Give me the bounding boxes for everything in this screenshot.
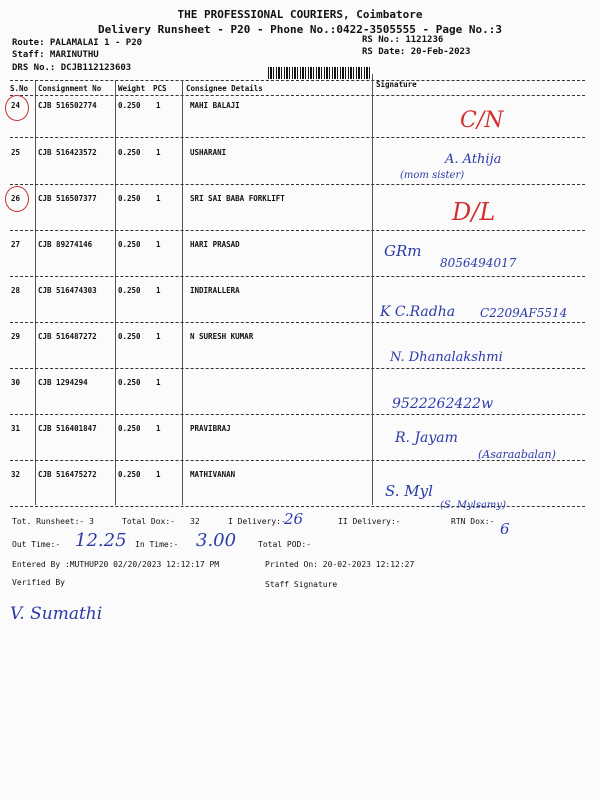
row-weight: 0.250 xyxy=(118,378,141,387)
col-weight: Weight xyxy=(118,84,146,93)
row-consignment: CJB 516487272 xyxy=(38,332,97,341)
divider xyxy=(10,80,585,81)
col-pcs: PCS xyxy=(153,84,167,93)
column-line xyxy=(35,80,36,505)
row-sno: 30 xyxy=(11,378,21,387)
col-consignment: Consignment No xyxy=(38,84,102,93)
drs-number: DRS No.: DCJB112123603 xyxy=(12,63,132,73)
handwritten-phone: 9522262422w xyxy=(392,396,494,412)
row-weight: 0.250 xyxy=(118,470,141,479)
handwritten-out-time: 12.25 xyxy=(75,530,127,551)
verified-by-label: Verified By xyxy=(12,578,65,587)
rtn-dox-label: RTN Dox:- xyxy=(451,517,495,526)
col-signature: Signature xyxy=(376,80,417,89)
route-label: Route: PALAMALAI 1 - P20 xyxy=(12,38,143,48)
column-line xyxy=(115,80,116,505)
staff-signature-label: Staff Signature xyxy=(265,580,338,589)
row-consignment: CJB 516475272 xyxy=(38,470,97,479)
handwritten-rtn-count: 6 xyxy=(500,520,510,538)
col-sno: S.No xyxy=(10,84,29,93)
handwritten-signature: GRm xyxy=(384,242,422,260)
row-weight: 0.250 xyxy=(118,332,141,341)
total-dox-value: 32 xyxy=(190,517,200,526)
rs-number: RS No.: 1121236 xyxy=(362,35,444,45)
column-line xyxy=(372,74,373,505)
row-consignee: MAHI BALAJI xyxy=(190,101,240,110)
in-time-label: In Time:- xyxy=(135,540,179,549)
row-weight: 0.250 xyxy=(118,148,141,157)
tot-runsheet: Tot. Runsheet:- 3 xyxy=(12,517,94,526)
column-line xyxy=(182,80,183,505)
i-delivery-label: I Delivery:- xyxy=(228,517,286,526)
row-sno: 27 xyxy=(11,240,21,249)
handwritten-signature: A. Athija xyxy=(445,152,502,167)
verifier-signature: V. Sumathi xyxy=(10,604,103,624)
rs-date: RS Date: 20-Feb-2023 xyxy=(362,47,471,57)
runsheet-title: Delivery Runsheet - P20 - Phone No.:0422-3505555 - Page No.:3 xyxy=(98,23,502,36)
row-pcs: 1 xyxy=(156,378,161,387)
handwritten-signature: N. Dhanalakshmi xyxy=(390,350,503,365)
row-consignment: CJB 516474303 xyxy=(38,286,97,295)
handwritten-signature: K C.Radha xyxy=(380,304,456,320)
handwritten-note: (mom sister) xyxy=(400,170,465,181)
row-divider xyxy=(10,414,585,415)
col-consignee: Consignee Details xyxy=(186,84,263,93)
row-sno: 26 xyxy=(11,194,21,203)
row-pcs: 1 xyxy=(156,148,161,157)
row-pcs: 1 xyxy=(156,240,161,249)
row-sno: 32 xyxy=(11,470,21,479)
row-consignee: USHARANI xyxy=(190,148,227,157)
handwritten-signature: S. Myl xyxy=(385,482,433,500)
row-pcs: 1 xyxy=(156,332,161,341)
row-consignment: CJB 1294294 xyxy=(38,378,88,387)
company-title: THE PROFESSIONAL COURIERS, Coimbatore xyxy=(177,8,423,21)
staff-label: Staff: MARINUTHU xyxy=(12,50,99,60)
row-pcs: 1 xyxy=(156,286,161,295)
red-circle-annotation xyxy=(5,186,29,212)
row-divider xyxy=(10,276,585,277)
row-consignment: CJB 516423572 xyxy=(38,148,97,157)
handwritten-phone: 8056494017 xyxy=(440,256,517,270)
entered-by: Entered By :MUTHUP20 02/20/2023 12:12:17 PM xyxy=(12,560,220,569)
row-divider xyxy=(10,184,585,185)
red-circle-annotation xyxy=(5,95,29,121)
divider xyxy=(10,95,585,96)
row-consignee: HARI PRASAD xyxy=(190,240,240,249)
row-consignee: N SURESH KUMAR xyxy=(190,332,254,341)
barcode xyxy=(268,67,372,79)
handwritten-signature: R. Jayam xyxy=(395,430,458,446)
row-weight: 0.250 xyxy=(118,101,141,110)
out-time-label: Out Time:- xyxy=(12,540,61,549)
total-pod-label: Total POD:- xyxy=(258,540,311,549)
row-sno: 24 xyxy=(11,101,21,110)
row-divider xyxy=(10,322,585,323)
row-sno: 25 xyxy=(11,148,21,157)
handwritten-code: C2209AF5514 xyxy=(480,306,568,320)
row-sno: 28 xyxy=(11,286,21,295)
row-consignment: CJB 89274146 xyxy=(38,240,93,249)
row-consignee: PRAVIBRAJ xyxy=(190,424,231,433)
row-divider xyxy=(10,137,585,138)
row-pcs: 1 xyxy=(156,101,161,110)
row-consignment: CJB 516401847 xyxy=(38,424,97,433)
row-pcs: 1 xyxy=(156,194,161,203)
ii-delivery-label: II Delivery:- xyxy=(338,517,401,526)
handwritten-dl: D/L xyxy=(452,198,496,226)
handwritten-cn: C/N xyxy=(460,108,504,133)
row-weight: 0.250 xyxy=(118,424,141,433)
handwritten-note: (S. Mylsamy) xyxy=(440,500,506,511)
handwritten-in-time: 3.00 xyxy=(196,530,237,551)
row-consignee: SRI SAI BABA FORKLIFT xyxy=(190,194,285,203)
row-weight: 0.250 xyxy=(118,286,141,295)
total-dox-label: Total Dox:- xyxy=(122,517,175,526)
printed-on: Printed On: 20-02-2023 12:12:27 xyxy=(265,560,415,569)
row-divider xyxy=(10,368,585,369)
row-consignment: CJB 516507377 xyxy=(38,194,97,203)
row-consignee: MATHIVANAN xyxy=(190,470,236,479)
row-sno: 31 xyxy=(11,424,21,433)
row-weight: 0.250 xyxy=(118,240,141,249)
row-consignee: INDIRALLERA xyxy=(190,286,240,295)
row-divider xyxy=(10,230,585,231)
row-weight: 0.250 xyxy=(118,194,141,203)
row-consignment: CJB 516502774 xyxy=(38,101,97,110)
row-pcs: 1 xyxy=(156,424,161,433)
handwritten-note: (Asaraabalan) xyxy=(478,448,556,461)
handwritten-delivery-count: 26 xyxy=(284,510,304,528)
row-sno: 29 xyxy=(11,332,21,341)
row-pcs: 1 xyxy=(156,470,161,479)
